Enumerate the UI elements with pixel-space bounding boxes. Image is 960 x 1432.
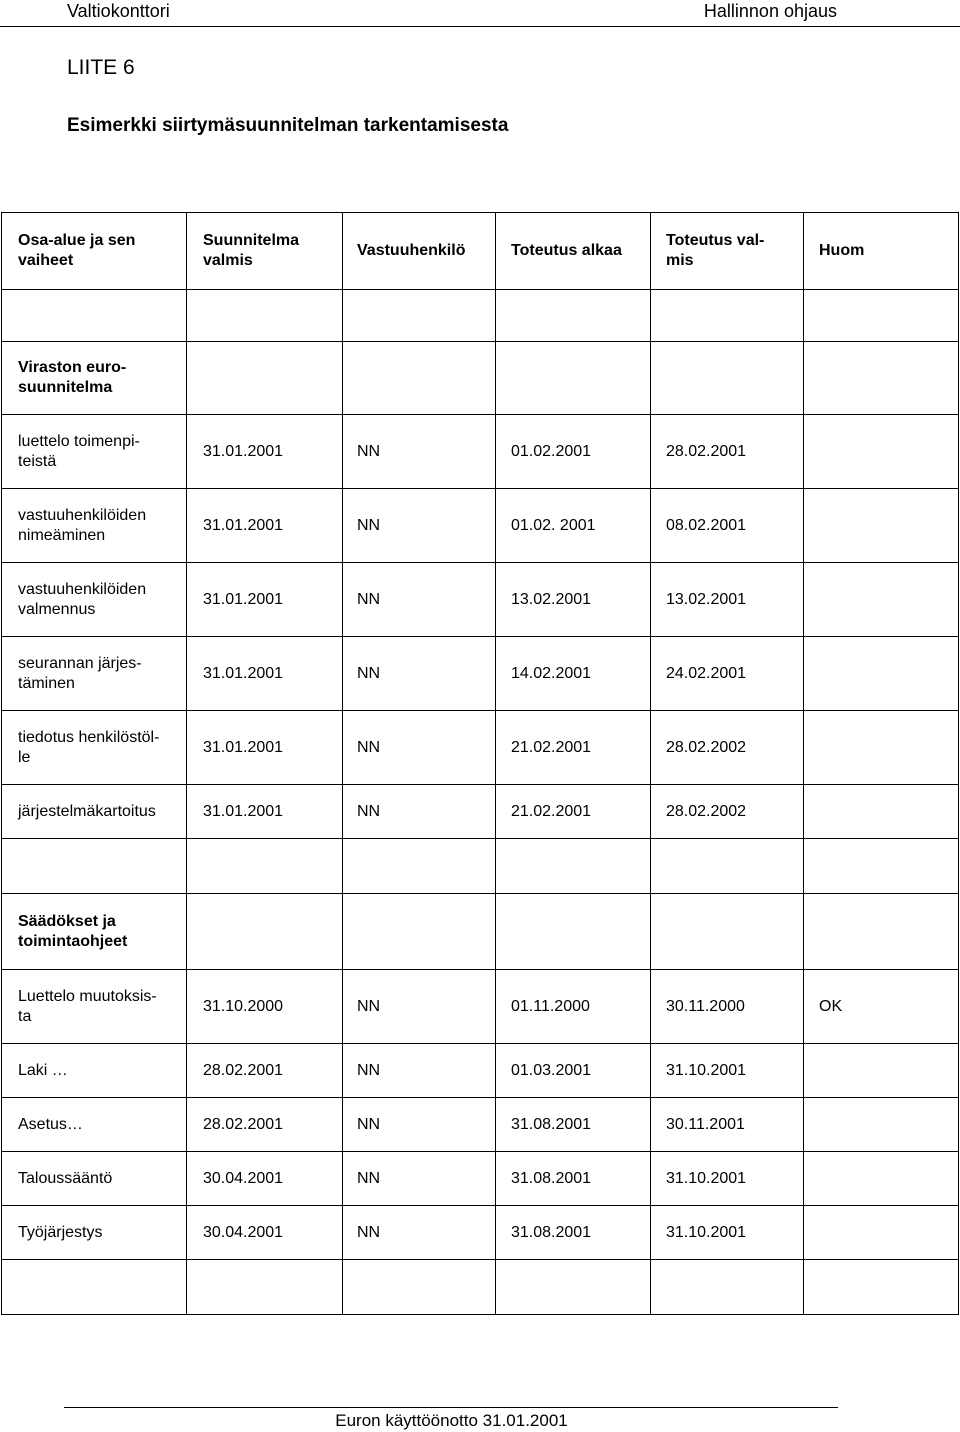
note-cell <box>804 489 959 563</box>
done-cell: 31.10.2001 <box>651 1206 804 1260</box>
appendix-label: LIITE 6 <box>67 56 135 79</box>
plan-ready-cell: 31.10.2000 <box>187 970 343 1044</box>
area-cell: vastuuhenkilöiden nimeäminen <box>2 489 187 563</box>
section-row <box>2 894 959 970</box>
column-header-done: Toteutus val- mis <box>651 213 804 290</box>
start-cell: 31.08.2001 <box>496 1152 651 1206</box>
note-cell <box>804 785 959 839</box>
header-department: Hallinnon ohjaus <box>703 1 837 21</box>
start-cell: 14.02.2001 <box>496 637 651 711</box>
document-title: Esimerkki siirtymäsuunnitelman tarkentamisesta <box>67 115 509 136</box>
start-cell: 21.02.2001 <box>496 711 651 785</box>
plan-ready-cell: 30.04.2001 <box>187 1206 343 1260</box>
note-cell <box>804 1044 959 1098</box>
table-row <box>2 785 959 839</box>
column-header-start: Toteutus alkaa <box>496 213 651 290</box>
plan-ready-cell: 30.04.2001 <box>187 1152 343 1206</box>
table-row <box>2 1206 959 1260</box>
plan-ready-cell: 31.01.2001 <box>187 637 343 711</box>
header-rule <box>0 26 960 27</box>
note-cell <box>804 1206 959 1260</box>
spacer-row <box>2 839 959 894</box>
start-cell: 01.02. 2001 <box>496 489 651 563</box>
done-cell: 13.02.2001 <box>651 563 804 637</box>
owner-cell: NN <box>343 415 496 489</box>
note-cell <box>804 415 959 489</box>
done-cell: 28.02.2002 <box>651 711 804 785</box>
owner-cell: NN <box>343 1098 496 1152</box>
start-cell: 01.03.2001 <box>496 1044 651 1098</box>
table-row <box>2 1044 959 1098</box>
area-cell: luettelo toimenpi- teistä <box>2 415 187 489</box>
done-cell: 24.02.2001 <box>651 637 804 711</box>
note-cell <box>804 711 959 785</box>
owner-cell: NN <box>343 970 496 1044</box>
table-row <box>2 563 959 637</box>
table-row <box>2 711 959 785</box>
start-cell: 31.08.2001 <box>496 1206 651 1260</box>
done-cell: 31.10.2001 <box>651 1152 804 1206</box>
table-row <box>2 970 959 1044</box>
owner-cell: NN <box>343 1152 496 1206</box>
area-cell: Taloussääntö <box>2 1152 187 1206</box>
table-row <box>2 1152 959 1206</box>
owner-cell: NN <box>343 711 496 785</box>
section-row <box>2 342 959 415</box>
start-cell: 13.02.2001 <box>496 563 651 637</box>
area-cell: Asetus… <box>2 1098 187 1152</box>
owner-cell: NN <box>343 785 496 839</box>
owner-cell: NN <box>343 637 496 711</box>
owner-cell: NN <box>343 489 496 563</box>
section-title: Viraston euro- suunnitelma <box>2 342 187 415</box>
start-cell: 01.02.2001 <box>496 415 651 489</box>
done-cell: 31.10.2001 <box>651 1044 804 1098</box>
plan-ready-cell: 31.01.2001 <box>187 415 343 489</box>
area-cell: järjestelmäkartoitus <box>2 785 187 839</box>
area-cell: tiedotus henkilöstöl- le <box>2 711 187 785</box>
note-cell: OK <box>804 970 959 1044</box>
section-title: Säädökset ja toimintaohjeet <box>2 894 187 970</box>
table-row <box>2 415 959 489</box>
note-cell <box>804 1152 959 1206</box>
header-organization: Valtiokonttori <box>67 1 170 21</box>
owner-cell: NN <box>343 1206 496 1260</box>
note-cell <box>804 637 959 711</box>
transition-plan-table <box>1 212 959 1315</box>
plan-ready-cell: 28.02.2001 <box>187 1044 343 1098</box>
area-cell: Laki … <box>2 1044 187 1098</box>
column-header-plan-ready: Suunnitelma valmis <box>187 213 343 290</box>
spacer-row <box>2 1260 959 1315</box>
area-cell: Työjärjestys <box>2 1206 187 1260</box>
table-header-row <box>2 213 959 290</box>
done-cell: 28.02.2002 <box>651 785 804 839</box>
plan-ready-cell: 31.01.2001 <box>187 785 343 839</box>
table-row <box>2 637 959 711</box>
column-header-area: Osa-alue ja sen vaiheet <box>2 213 187 290</box>
start-cell: 21.02.2001 <box>496 785 651 839</box>
area-cell: seurannan järjes- täminen <box>2 637 187 711</box>
area-cell: vastuuhenkilöiden valmennus <box>2 563 187 637</box>
plan-ready-cell: 31.01.2001 <box>187 711 343 785</box>
footer-rule <box>64 1407 838 1408</box>
plan-ready-cell: 31.01.2001 <box>187 563 343 637</box>
table-row <box>2 1098 959 1152</box>
spacer-row <box>2 290 959 342</box>
table-row <box>2 489 959 563</box>
note-cell <box>804 1098 959 1152</box>
done-cell: 30.11.2001 <box>651 1098 804 1152</box>
start-cell: 01.11.2000 <box>496 970 651 1044</box>
area-cell: Luettelo muutoksis- ta <box>2 970 187 1044</box>
plan-ready-cell: 31.01.2001 <box>187 489 343 563</box>
footer-text: Euron käyttöönotto 31.01.2001 <box>335 1411 568 1430</box>
start-cell: 31.08.2001 <box>496 1098 651 1152</box>
done-cell: 08.02.2001 <box>651 489 804 563</box>
plan-ready-cell: 28.02.2001 <box>187 1098 343 1152</box>
done-cell: 30.11.2000 <box>651 970 804 1044</box>
note-cell <box>804 563 959 637</box>
column-header-note: Huom <box>804 213 959 290</box>
done-cell: 28.02.2001 <box>651 415 804 489</box>
owner-cell: NN <box>343 563 496 637</box>
column-header-owner: Vastuuhenkilö <box>343 213 496 290</box>
owner-cell: NN <box>343 1044 496 1098</box>
